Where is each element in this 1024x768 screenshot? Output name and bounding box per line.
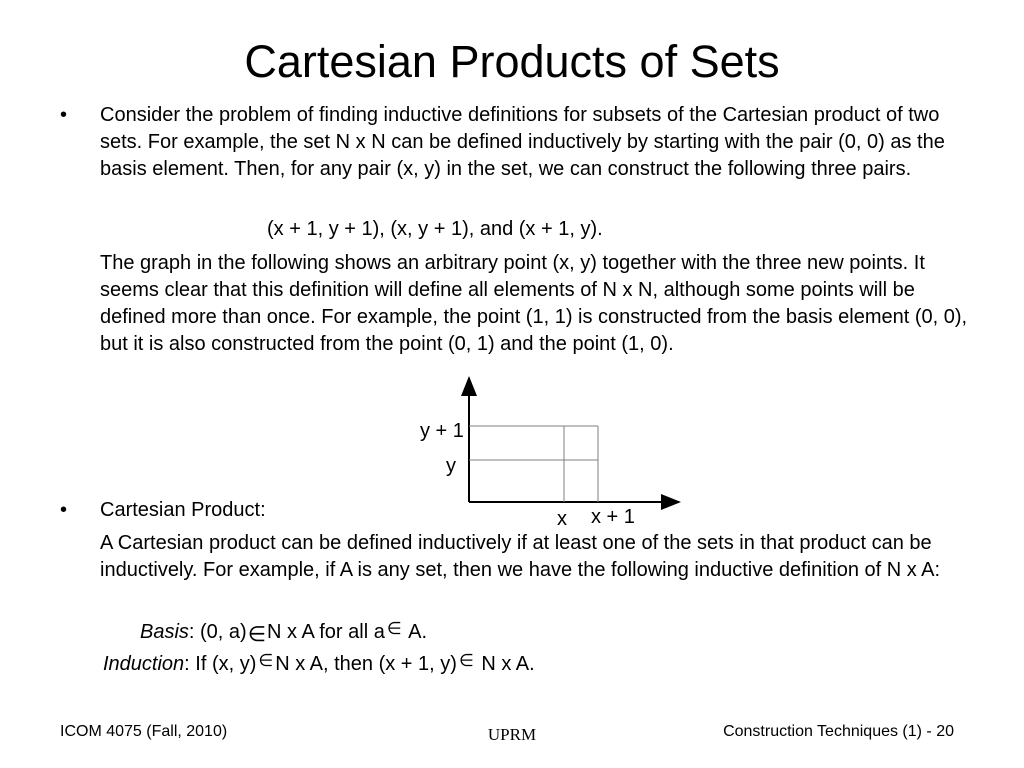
element-of-icon: ∈ bbox=[247, 623, 266, 646]
slide-title: Cartesian Products of Sets bbox=[244, 36, 780, 87]
footer-institution: UPRM bbox=[487, 725, 537, 744]
induction-formula: Induction: If (x, y) ∈ N x A, then (x + 1, y) ∈ N x A. bbox=[103, 651, 535, 675]
coordinate-graph bbox=[455, 372, 685, 512]
graph-label-x-plus-1: x + 1 bbox=[591, 506, 635, 528]
graph-label-x: x bbox=[557, 508, 567, 530]
footer-slide-info: Construction Techniques (1) - 20 bbox=[723, 723, 954, 740]
element-of-icon: ∈ bbox=[386, 619, 402, 638]
induction-label: Induction bbox=[103, 653, 185, 675]
basis-formula: Basis: (0, a)∈N x A for all a ∈ A. bbox=[140, 619, 428, 646]
element-of-icon: ∈ bbox=[458, 651, 474, 670]
bullet-point: • bbox=[60, 499, 68, 521]
paragraph-intro: Consider the problem of finding inductive definitions for subsets of the Cartesian product of two sets. For example, the set N x N can be defined inductively by starting with the pair (0, 0) as the basis element. Then, for any pair (x, y) in the set, we can construct the following three pairs. bbox=[100, 104, 945, 180]
cartesian-product-heading: Cartesian Product: bbox=[100, 499, 266, 521]
basis-label: Basis bbox=[140, 621, 189, 643]
graph-label-y-plus-1: y + 1 bbox=[420, 420, 464, 442]
bullet-point: • bbox=[60, 104, 68, 126]
paragraph-cartesian-product: A Cartesian product can be defined inductively if at least one of the sets in that product can be inductively. For example, if A is any set, then we have the following inductive definition of N x A: bbox=[100, 532, 941, 581]
pairs-line: (x + 1, y + 1), (x, y + 1), and (x + 1, y). bbox=[267, 218, 603, 240]
graph-label-y: y bbox=[446, 455, 456, 477]
footer-course: ICOM 4075 (Fall, 2010) bbox=[60, 723, 228, 740]
element-of-icon: ∈ bbox=[258, 651, 274, 670]
paragraph-graph-description: The graph in the following shows an arbitrary point (x, y) together with the three new points. It seems clear that this definition will define all elements of N x N, although some points will be defined more than once. For example, the point (1, 1) is constructed from the basis element (0, 0), but it is also constructed from the point (0, 1) and the point (1, 0). bbox=[100, 252, 968, 355]
